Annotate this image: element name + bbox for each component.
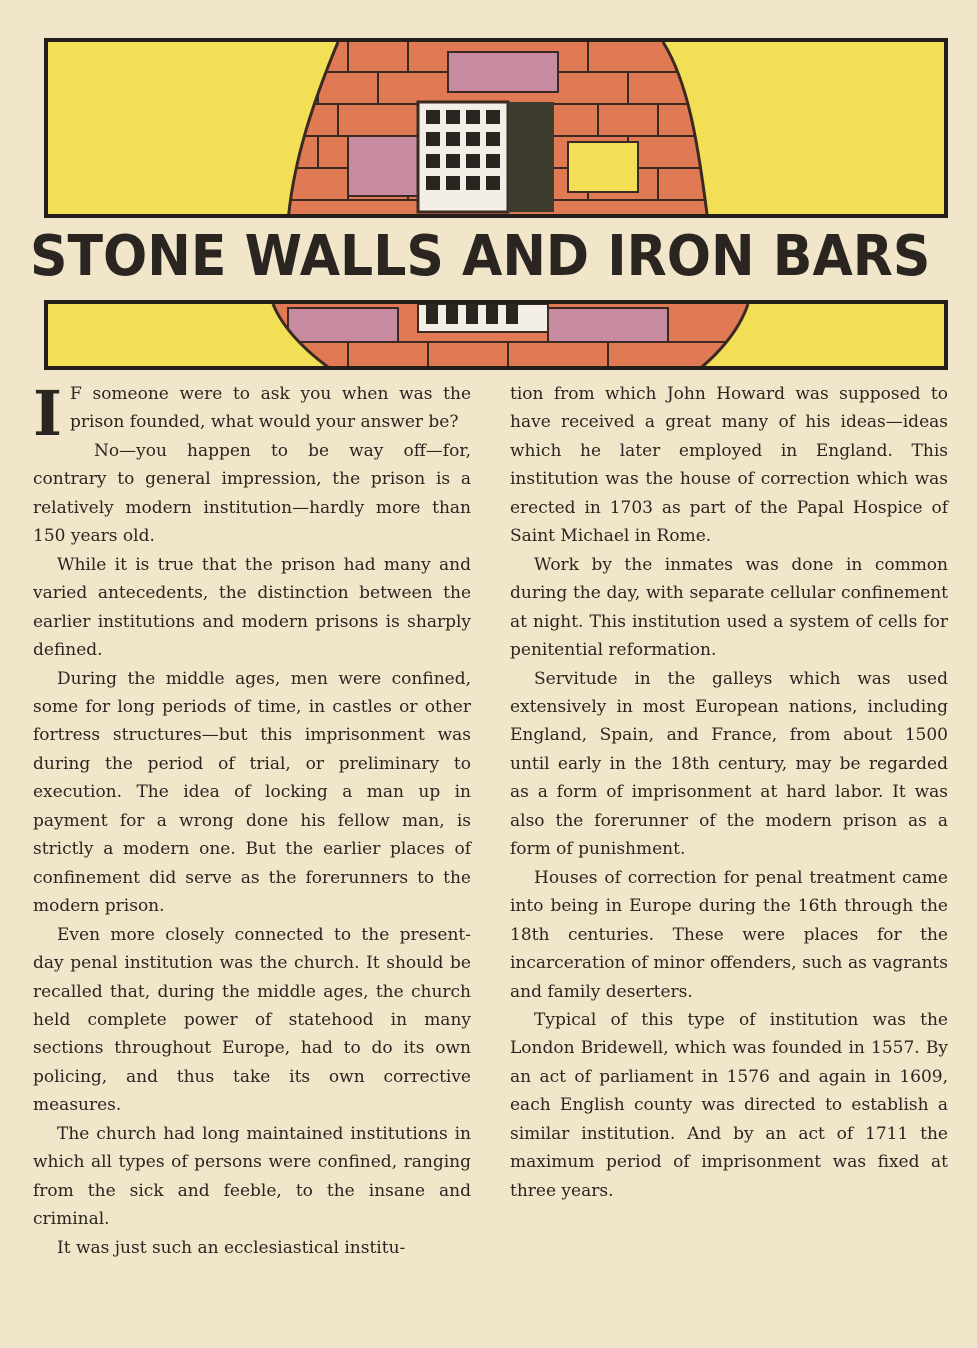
paragraph: Typical of this type of institution was the London Bridewell, which was founded in 1557. By an act of parliament in 1576 and again in 1609, each English county was directed to establish a similar institution. And by an act of 1711 the maximum period of imprisonment was fixed at three years.: [510, 1009, 948, 1201]
brick-wall-bottom-icon: [48, 304, 948, 370]
article-column-right: [510, 380, 948, 1205]
paragraph: No—you happen to be way off—for, contrary to general impression, the prison is a relatively modern institution—hardly more than 150 years old.: [33, 440, 471, 547]
paragraph: Work by the inmates was done in common during the day, with separate cellular confinement at night. This institution used a system of cells for penitential reformation.: [510, 554, 948, 661]
paragraph: Even more closely connected to the present-day penal institution was the church. It should be recalled that, during the middle ages, the church held complete power of statehood in many sections throughout Europe, had to do its own policing, and thus take its own corrective measures.: [33, 924, 471, 1116]
paragraph: tion from which John Howard was supposed to have received a great many of his ideas—ideas which he later employed in England. This institution was the house of correction which was erected in 1703 as part of the Papal Hospice of Saint Michael in Rome.: [510, 384, 948, 547]
paragraph: F someone were to ask you when was the prison founded, what would your answer be?: [70, 384, 471, 433]
article-column-left: [33, 377, 471, 1262]
paragraph: Servitude in the galleys which was used extensively in most European nations, including England, Spain, and France, from about 1500 until early in the 18th century, may be regarded as a form of imprisonment at hard labor. It was also the forerunner of the modern prison as a form of punishment.: [510, 668, 948, 860]
header-banner-bottom: [44, 300, 948, 370]
paragraph: The church had long maintained institutions in which all types of persons were confined, ranging from the sick and feeble, to the insane and criminal.: [33, 1123, 471, 1230]
drop-cap: I: [33, 377, 63, 450]
brick-wall-window-icon: [48, 42, 948, 218]
paragraph: It was just such an ecclesiastical institu-: [57, 1237, 406, 1258]
paragraph: While it is true that the prison had many and varied antecedents, the distinction between the earlier institutions and modern prisons is sharply defined.: [33, 554, 471, 661]
paragraph: During the middle ages, men were confined, some for long periods of time, in castles or other fortress structures—but this imprisonment was during the period of trial, or preliminary to execution. The idea of locking a man up in payment for a wrong done his fellow man, is strictly a modern one. But the earlier places of confinement did serve as the forerunners to the modern prison.: [33, 668, 471, 917]
header-banner-top: [44, 38, 948, 218]
paragraph: Houses of correction for penal treatment came into being in Europe during the 16th through the 18th centuries. These were places for the incarceration of minor offenders, such as vagrants and family deserters.: [510, 867, 948, 1002]
page-title: STONE WALLS AND IRON BARS: [30, 224, 931, 289]
